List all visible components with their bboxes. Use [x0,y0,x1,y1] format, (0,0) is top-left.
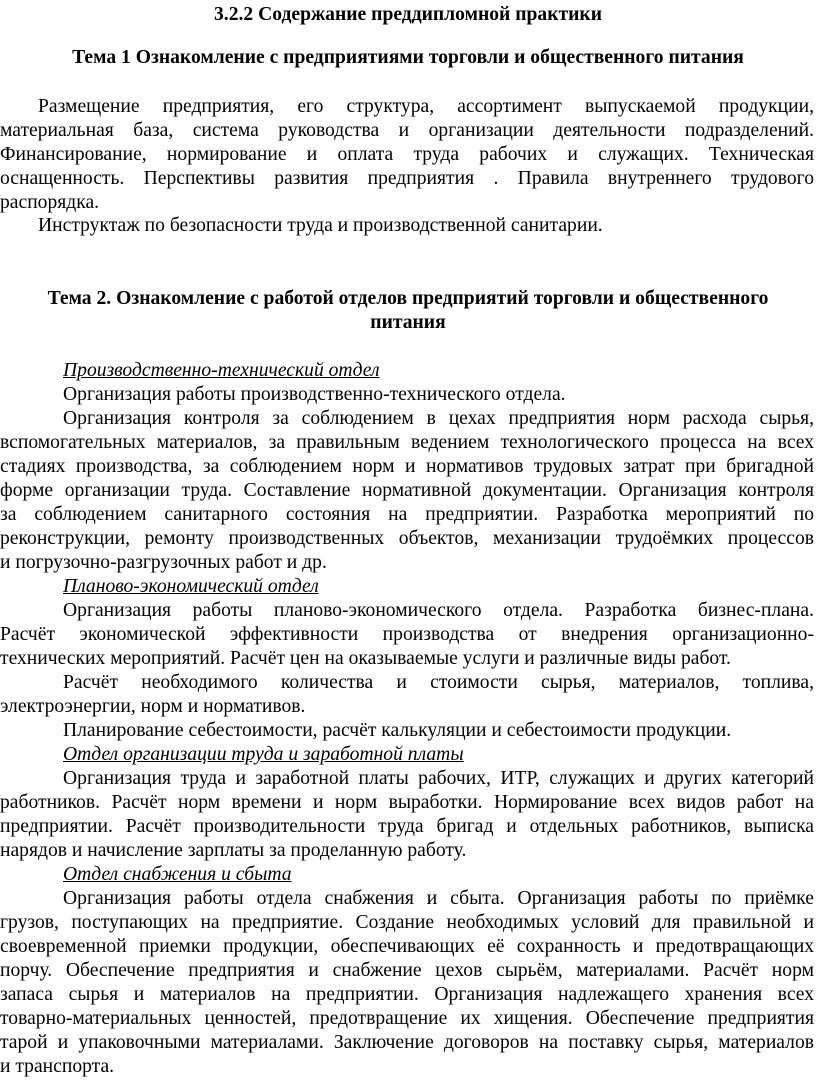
paragraph-line: Организация работы производственно-технического отдела. [63,384,566,405]
paragraph-line: грузов, поступающих на предприятие. Создание необходимых условий для правильной и [0,912,814,933]
paragraph-line: Расчёт необходимого количества и стоимости сырья, материалов, топлива, [63,672,814,693]
paragraph-line: форме организации труда. Составление нормативной документации. Организация контроля [0,480,814,501]
topic1-text-line: оснащенность. Перспективы развития предприятия . Правила внутреннего трудового [0,168,814,189]
paragraph-line: работников. Расчёт норм времени и норм выработки. Нормирование всех видов работ на [0,792,814,813]
topic1-text-line: Размещение предприятия, его структура, ассортимент выпускаемой продукции, [38,96,814,117]
paragraph-line: реконструкции, ремонту производственных объектов, механизации трудоёмких процессов [0,528,814,549]
topic1-title: Тема 1 Ознакомление с предприятиями торговли и общественного питания [72,47,744,68]
paragraph-line: нарядов и начисление зарплаты за проделанную работу. [0,840,467,861]
dept-heading: Отдел организации труда и заработной платы [63,744,464,765]
section-title: 3.2.2 Содержание преддипломной практики [214,4,602,25]
paragraph-line: Организация работы планово-экономического отдела. Разработка бизнес-плана. [63,600,814,621]
topic1-text-line: Финансирование, нормирование и оплата труда рабочих и служащих. Техническая [0,144,814,165]
dept-heading: Отдел снабжения и сбыта [63,864,292,885]
topic2-title-line2: питания [370,312,446,333]
topic1-text-line: Инструктаж по безопасности труда и производственной санитарии. [38,215,603,236]
paragraph-line: и транспорта. [0,1056,115,1077]
paragraph-line: вспомогательных материалов, за правильным ведением технологического процесса на всех [0,432,814,453]
paragraph-line: товарно-материальных ценностей, предотвращение их хищения. Обеспечение предприятия [0,1008,814,1029]
paragraph-line: Организация труда и заработной платы рабочих, ИТР, служащих и других категорий [63,768,814,789]
paragraph-line: за соблюдением санитарного состояния на предприятии. Разработка мероприятий по [0,504,814,525]
paragraph-line: порчу. Обеспечение предприятия и снабжение цехов сырьём, материалами. Расчёт норм [0,960,814,981]
topic1-text-line: материальная база, система руководства и организации деятельности подразделений. [0,120,814,141]
paragraph-line: Расчёт экономической эффективности производства от внедрения организационно- [0,624,814,645]
paragraph-line: Организация контроля за соблюдением в цехах предприятия норм расхода сырья, [63,408,814,429]
paragraph-line: своевременной приемки продукции, обеспечивающих её сохранность и предотвращающих [0,936,814,957]
topic1-text-line: распорядка. [0,192,100,213]
paragraph-line: технических мероприятий. Расчёт цен на оказываемые услуги и различные виды работ. [0,648,731,669]
paragraph-line: Планирование себестоимости, расчёт калькуляции и себестоимости продукции. [63,720,732,741]
paragraph-line: Организация работы отдела снабжения и сбыта. Организация работы по приёмке [63,888,814,909]
dept-heading: Производственно-технический отдел [63,360,380,381]
paragraph-line: и погрузочно-разгрузочных работ и др. [0,552,327,573]
topic2-title-line1: Тема 2. Ознакомление с работой отделов предприятий торговли и общественного [47,288,769,309]
paragraph-line: стадиях производства, за соблюдением норм и нормативов трудовых затрат при бригадной [0,456,814,477]
paragraph-line: запаса сырья и материалов на предприятии. Организация надлежащего хранения всех [0,984,814,1005]
paragraph-line: тарой и упаковочными материалами. Заключение договоров на поставку сырья, материалов [0,1032,814,1053]
paragraph-line: предприятии. Расчёт производительности труда бригад и отдельных работников, выписка [0,816,814,837]
dept-heading: Планово-экономический отдел [63,576,319,597]
paragraph-line: электроэнергии, норм и нормативов. [0,696,306,717]
